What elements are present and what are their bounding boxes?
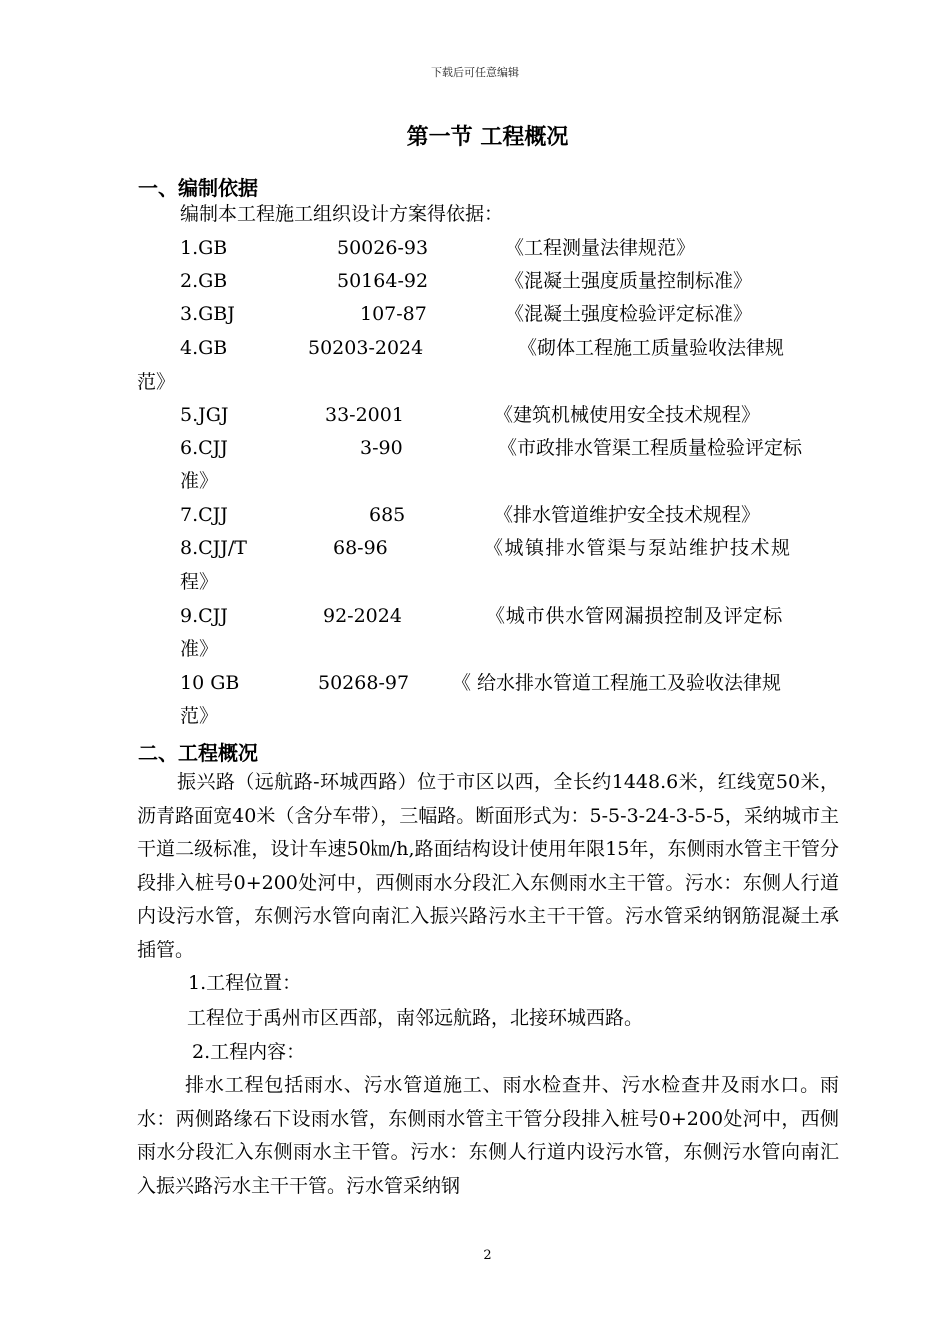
reference-item [0, 667, 950, 700]
reference-item [0, 600, 950, 633]
reference-item [0, 332, 950, 365]
reference-item [0, 499, 950, 532]
reference-name: 《市政排水管渠工程质量检验评定标 [498, 437, 803, 459]
reference-code: 107-87 [360, 303, 427, 325]
reference-name: 《 给水排水管道工程施工及验收法律规 [452, 672, 782, 694]
reference-code: 50026-93 [337, 237, 429, 259]
reference-number: 10 GB [180, 672, 240, 694]
reference-code: 50164-92 [337, 270, 429, 292]
reference-number: 6.CJJ [180, 437, 228, 459]
reference-code: 50203-2024 [308, 337, 424, 359]
reference-code: 92-2024 [323, 605, 402, 627]
reference-item [0, 432, 950, 465]
reference-number: 4.GB [180, 337, 228, 359]
reference-name: 《混凝土强度质量控制标准》 [505, 270, 753, 292]
reference-continuation: 准》 [180, 638, 219, 660]
project-content-paragraph: 排水工程包括雨水、污水管道施工、雨水检查井、污水检查井及雨水口。雨水：两侧路缘石下设雨水管，东侧雨水管主干管分段排入桩号0+200处河中，西侧雨水分段汇入东侧雨水主干管。污水：东侧人行道内设污水管，东侧污水管向南汇入振兴路污水主干干管。污水管采纳钢 [137, 1074, 839, 1197]
reference-item [0, 232, 950, 265]
reference-number: 5.JGJ [180, 404, 229, 426]
reference-continuation: 准》 [180, 470, 219, 492]
reference-number: 3.GBJ [180, 303, 235, 325]
page-number: 2 [483, 1248, 492, 1263]
reference-number: 7.CJJ [180, 504, 228, 526]
reference-name: 《城市供水管网漏损控制及评定标 [486, 605, 784, 627]
reference-name: 《城镇排水管渠与泵站维护技术规 [484, 537, 792, 559]
item-project-content-title: 2.工程内容： [192, 1041, 306, 1063]
item-project-location-title: 1.工程位置： [188, 972, 302, 994]
reference-item [0, 298, 950, 331]
reference-number: 2.GB [180, 270, 228, 292]
reference-code: 3-90 [360, 437, 403, 459]
reference-name: 《砌体工程施工质量验收法律规 [518, 337, 785, 359]
reference-code: 33-2001 [325, 404, 404, 426]
reference-name: 《建筑机械使用安全技术规程》 [494, 404, 761, 426]
reference-number: 9.CJJ [180, 605, 228, 627]
reference-item [0, 532, 950, 565]
item-project-location-text: 工程位于禹州市区西部，南邻远航路，北接环城西路。 [187, 1007, 644, 1029]
reference-item [0, 399, 950, 432]
compilation-intro: 编制本工程施工组织设计方案得依据： [180, 203, 504, 225]
heading-project-overview: 二、工程概况 [138, 741, 258, 765]
reference-number: 8.CJJ/T [180, 537, 247, 559]
reference-name: 《工程测量法律规范》 [505, 237, 696, 259]
reference-code: 685 [369, 504, 406, 526]
reference-code: 50268-97 [318, 672, 410, 694]
overview-paragraph: 振兴路（远航路-环城西路）位于市区以西，全长约1448.6米，红线宽50米，沥青路面宽40米（含分车带），三幅路。断面形式为：5-5-3-24-3-5-5，采纳城市主干道二级标准，设计车速50㎞/h,路面结构设计使用年限15年，东侧雨水管主干管分段排入桩号0+200处河中，西侧雨水分段汇入东侧雨水主干管。污水：东侧人行道内设污水管，东侧污水管向南汇入振兴路污水主干干管。污水管采纳钢筋混凝土承插管。 [137, 771, 839, 961]
page-header-note: 下载后可任意编辑 [431, 66, 519, 79]
reference-continuation: 程》 [180, 571, 219, 593]
section-title: 第一节 工程概况 [406, 125, 569, 150]
reference-name: 《混凝土强度检验评定标准》 [505, 303, 753, 325]
reference-number: 1.GB [180, 237, 228, 259]
reference-code: 68-96 [333, 537, 388, 559]
heading-compilation-basis: 一、编制依据 [138, 176, 258, 200]
reference-continuation: 范》 [137, 371, 176, 393]
reference-continuation: 范》 [180, 705, 219, 727]
reference-item [0, 265, 950, 298]
reference-name: 《排水管道维护安全技术规程》 [494, 504, 761, 526]
